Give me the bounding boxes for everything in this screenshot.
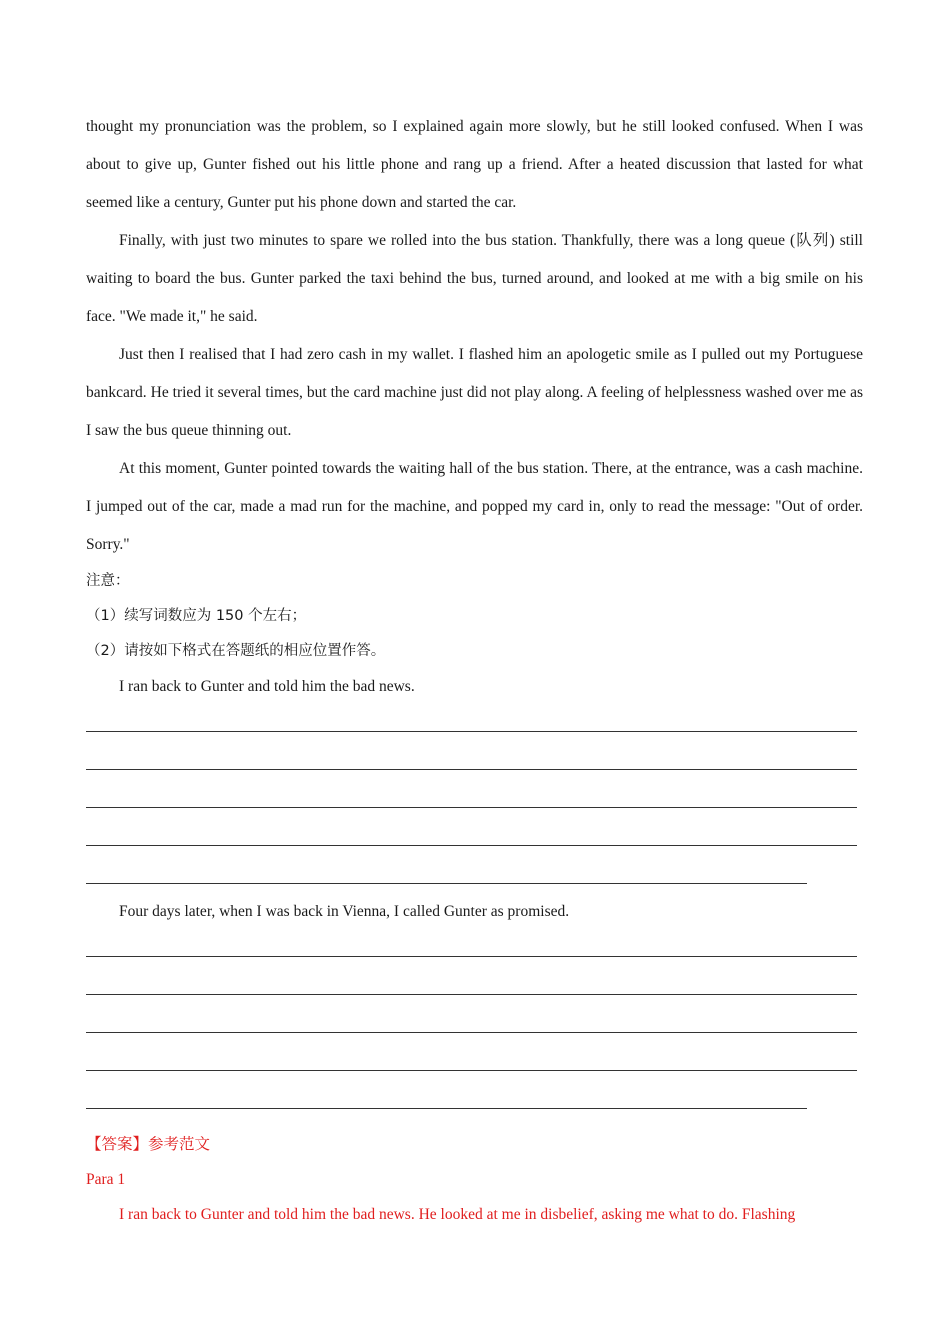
document-content (86, 108, 863, 1232)
para2-writing-lines (86, 929, 863, 1119)
notes-item-2: （2）请按如下格式在答题纸的相应位置作答。 (86, 643, 386, 659)
writing-line[interactable] (86, 929, 863, 967)
passage-paragraph-4: At this moment, Gunter pointed towards the waiting hall of the bus station. There, at the entrance, was a cash machine. I jumped out of the car, made a mad run for the machine, and popped my card in, only to read the message: "Out of order. Sorry." (86, 460, 863, 553)
notes-item-1: （1）续写词数应为 150 个左右； (86, 608, 307, 624)
writing-line[interactable] (86, 818, 863, 856)
answer-para-label: Para 1 (86, 1171, 126, 1188)
passage-paragraph-2: Finally, with just two minutes to spare we rolled into the bus station. Thankfully, there was a long queue (队列) still waiting to board the bus. Gunter parked the taxi behind the bus, turned around, and looked at me with a big smile on his face. "We made it," he said. (86, 232, 863, 325)
writing-line[interactable] (86, 1081, 863, 1119)
writing-line[interactable] (86, 967, 863, 1005)
para2-prompt: Four days later, when I was back in Vienna, I called Gunter as promised. (119, 903, 570, 920)
answer-para1-text: I ran back to Gunter and told him the bad news. He looked at me in disbelief, asking me what to do. Flashing (119, 1206, 796, 1223)
writing-line[interactable] (86, 856, 863, 894)
writing-line[interactable] (86, 1005, 863, 1043)
notes-heading: 注意： (86, 573, 130, 589)
writing-line[interactable] (86, 1043, 863, 1081)
para1-prompt: I ran back to Gunter and told him the bad news. (119, 678, 415, 695)
answer-heading: 【答案】参考范文 (86, 1135, 211, 1153)
passage-paragraph-3: Just then I realised that I had zero cash in my wallet. I flashed him an apologetic smile as I pulled out my Portuguese bankcard. He tried it several times, but the card machine just did not play along. A feeling of helplessness washed over me as I saw the bus queue thinning out. (86, 346, 863, 439)
para1-writing-lines (86, 704, 863, 894)
writing-line[interactable] (86, 780, 863, 818)
writing-line[interactable] (86, 704, 863, 742)
passage-paragraph-1: thought my pronunciation was the problem, so I explained again more slowly, but he still looked confused. When I was about to give up, Gunter fished out his little phone and rang up a friend. After a heated discussion that lasted for what seemed like a century, Gunter put his phone down and started the car. (86, 118, 863, 211)
writing-line[interactable] (86, 742, 863, 780)
